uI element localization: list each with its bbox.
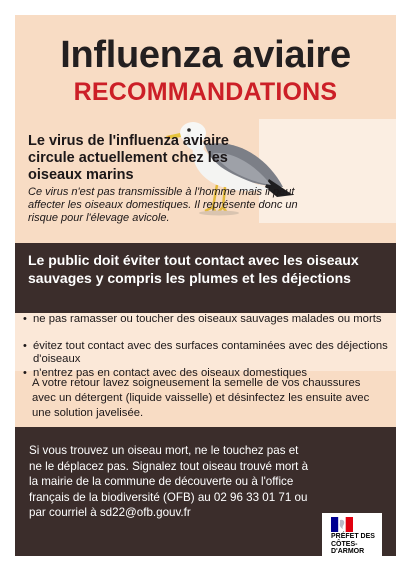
bullet-icon: • xyxy=(23,313,27,325)
dead-bird-advice: Si vous trouvez un oiseau mort, ne le touchez pas et ne le déplacez pas. Signalez tout oiseau trouvé mort à la mairie de la commune de découverte ou à l'office français de la biodiversité (OFB) au 02 96 33 01 71 ou par courriel à sd22@ofb.gouv.fr xyxy=(29,444,309,519)
public-warning: Le public doit éviter tout contact avec les oiseaux sauvages y compris les plumes et les déjections xyxy=(28,252,359,286)
poster-subtitle: RECOMMANDATIONS xyxy=(73,78,338,106)
bullet-icon: • xyxy=(23,367,27,379)
transmission-note: Ce virus n'est pas transmissible à l'homme mais il peut affecter les oiseaux domestiques. Il représente donc un risque pour l'élevage avicole. xyxy=(28,186,298,224)
prefect-label: PRÉFET DES CÔTES-D'ARMOR xyxy=(331,533,375,556)
bullet-icon: • xyxy=(23,340,27,352)
list-item: • évitez tout contact avec des surfaces contaminées avec des déjections d'oiseaux xyxy=(23,340,388,365)
return-advice: A votre retour lavez soigneusement la semelle de vos chaussures avec un détergent (liquide vaisselle) et désinfectez les ensuite avec une solution javelisée. xyxy=(32,377,370,419)
recommendation-list-band xyxy=(15,313,396,379)
public-warning-band xyxy=(15,243,396,313)
list-item: • ne pas ramasser ou toucher des oiseaux sauvages malades ou morts xyxy=(23,313,382,325)
lead-statement: Le virus de l'influenza aviaire circule actuellement chez les oiseaux marins xyxy=(28,133,229,183)
poster-title: Influenza aviaire xyxy=(60,34,351,76)
poster xyxy=(15,15,396,556)
marianne-logo xyxy=(331,517,353,532)
prefect-logo xyxy=(322,513,382,556)
list-item: • n'entrez pas en contact avec des oiseaux domestiques xyxy=(23,367,308,379)
